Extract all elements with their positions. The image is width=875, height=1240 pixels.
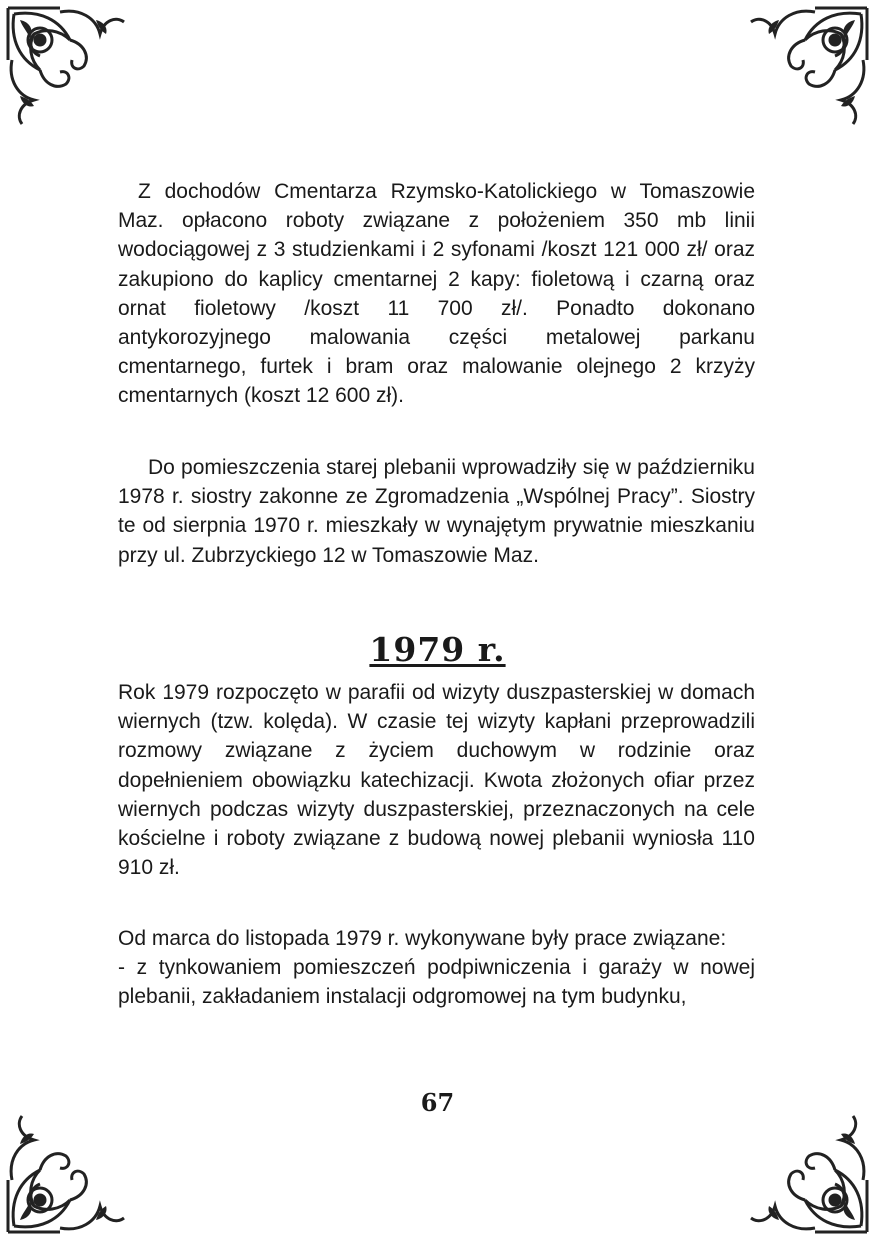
corner-ornament-icon — [0, 1110, 130, 1240]
paragraph-cemetery-income — [118, 177, 755, 411]
page-number: 67 — [420, 1088, 455, 1117]
corner-ornament-icon — [745, 1110, 875, 1240]
paragraph-sisters — [118, 453, 755, 570]
list-item: - z tynkowaniem pomieszczeń podpiwniczenia i garaży w nowej plebanii, zakładaniem instalacji odgromowej na tym budynku, — [118, 956, 755, 1009]
section-heading-year: 1979 r. — [369, 630, 506, 669]
paragraph-intro: Od marca do listopada 1979 r. wykonywane były prace związane: — [118, 927, 727, 950]
corner-ornament-icon — [745, 0, 875, 130]
paragraph-text: Rok 1979 rozpoczęto w parafii od wizyty duszpasterskiej w domach wiernych (tzw. kolęda). W czasie tej wizyty kapłani przeprowadzili rozmowy związane z życiem duchowym w rodzinie oraz dopełnieniem obowiązku katechizacji. Kwota złożonych ofiar przez wiernych podczas wizyty duszpasterskiej, przeznaczonych na cele kościelne i roboty związane z budową nowej plebanii wyniosła 110 910 zł. — [118, 681, 755, 880]
paragraph-works — [118, 924, 755, 1012]
paragraph-pastoral-visit — [118, 678, 755, 882]
paragraph-text: Do pomieszczenia starej plebanii wprowadziły się w październiku 1978 r. siostry zakonne ze Zgromadzenia „Wspólnej Pracy”. Siostry te od sierpnia 1970 r. mieszkały w wynajętym prywatnie mieszkaniu przy ul. Zubrzyckiego 12 w Tomaszowie Maz. — [118, 456, 755, 567]
paragraph-text: Z dochodów Cmentarza Rzymsko-Katolickiego w Tomaszowie Maz. opłacono roboty związane z położeniem 350 mb linii wodociągowej z 3 studzienkami i 2 syfonami /koszt 121 000 zł/ oraz zakupiono do kaplicy cmentarnej 2 kapy: fioletową i czarną oraz ornat fioletowy /koszt 11 700 zł/. Ponadto dokonano antykorozyjnego malowania części metalowej parkanu cmentarnego, furtek i bram oraz malowanie olejnego 2 krzyży cmentarnych (koszt 12 600 zł). — [118, 180, 755, 408]
corner-ornament-icon — [0, 0, 130, 130]
